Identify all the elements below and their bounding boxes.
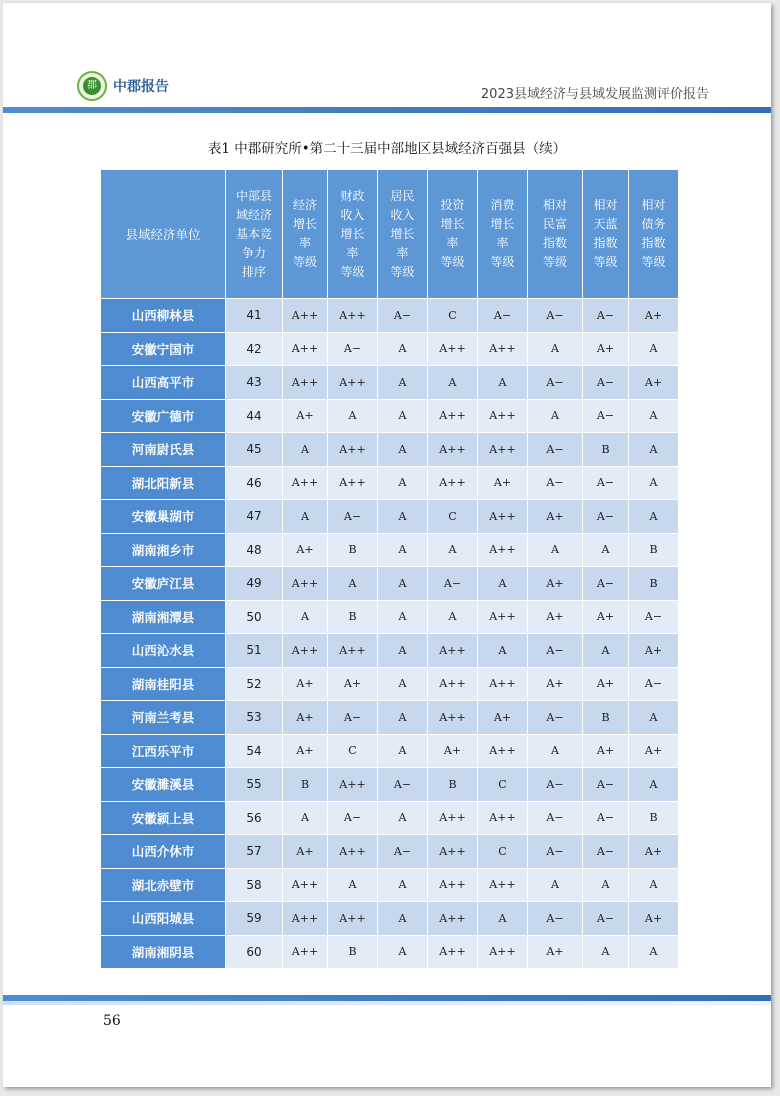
county-name-cell: 山西柳林县 [101,299,226,333]
grade-cell: A++ [428,935,478,969]
column-header-line: 收入 [340,207,365,222]
grade-cell: A+ [328,667,378,701]
table-row [101,567,679,601]
grade-cell: A+ [583,734,629,768]
grade-cell: A [378,567,428,601]
grade-cell: B [629,533,679,567]
grade-cell: A [583,868,629,902]
grade-cell: A− [583,366,629,400]
grade-cell: A++ [478,734,528,768]
grade-cell: A+ [528,567,583,601]
grade-cell: A [428,600,478,634]
column-header-line: 指数 [542,236,567,250]
column-header-line: 等级 [641,255,666,269]
grade-cell: A [283,433,328,467]
grade-cell: A− [378,299,428,333]
county-name-cell: 湖南桂阳县 [101,667,226,701]
county-name-cell: 湖北阳新县 [101,466,226,500]
grade-cell: A− [528,768,583,802]
grade-cell: A+ [629,835,679,869]
rank-cell: 47 [226,500,283,534]
county-name-cell: 湖南湘阴县 [101,935,226,969]
column-header-line: 增长 [440,217,465,231]
rank-cell: 46 [226,466,283,500]
grade-cell: A++ [428,433,478,467]
header-divider [3,107,771,113]
grade-cell: A− [528,433,583,467]
grade-cell: A [528,533,583,567]
grade-cell: C [428,500,478,534]
table-row [101,701,679,735]
grade-cell: A− [528,299,583,333]
grade-cell: A++ [478,500,528,534]
rank-cell: 54 [226,734,283,768]
grade-cell: A+ [283,835,328,869]
column-header-6 [478,170,528,299]
grade-cell: B [583,433,629,467]
column-header-line: 中部县 [235,188,272,203]
county-name-cell: 湖南湘潭县 [101,600,226,634]
grade-cell: A [629,935,679,969]
grade-cell: A [629,332,679,366]
grade-cell: A [629,868,679,902]
column-header-line: 域经济 [235,207,272,222]
table-row [101,902,679,936]
zhongjun-emblem-icon [77,71,107,101]
county-name-cell: 江西乐平市 [101,734,226,768]
grade-cell: A− [378,835,428,869]
grade-cell: A++ [283,299,328,333]
grade-cell: C [478,835,528,869]
column-header-line: 增长 [390,226,415,241]
grade-cell: A++ [328,768,378,802]
table-row [101,500,679,534]
rank-cell: 49 [226,567,283,601]
grade-cell: A− [583,299,629,333]
grade-cell: A++ [283,366,328,400]
rank-cell: 51 [226,634,283,668]
grade-cell: A− [378,768,428,802]
table-row [101,600,679,634]
county-name-cell: 安徽宁国市 [101,332,226,366]
table-row [101,868,679,902]
county-name-cell: 安徽广德市 [101,399,226,433]
county-name-cell: 山西沁水县 [101,634,226,668]
column-header-line: 消费 [490,198,515,212]
grade-cell: B [629,567,679,601]
footer-divider-light [3,1001,771,1005]
grade-cell: A++ [328,433,378,467]
grade-cell: A++ [478,399,528,433]
county-name-cell: 湖北赤壁市 [101,868,226,902]
rank-cell: 58 [226,868,283,902]
grade-cell: A [328,567,378,601]
table-caption: 表1 中郡研究所•第二十三届中部地区县域经济百强县（续） [207,141,567,157]
county-name-cell: 安徽庐江县 [101,567,226,601]
rank-cell: 42 [226,332,283,366]
rank-cell: 56 [226,801,283,835]
column-header-line: 债务 [641,217,666,231]
column-header-line: 等级 [292,255,317,269]
table-row [101,299,679,333]
grade-cell: C [478,768,528,802]
grade-cell: A [629,500,679,534]
grade-cell: A [283,500,328,534]
grade-cell: A [378,801,428,835]
column-header-line: 县域经济单位 [125,226,201,242]
grade-cell: A+ [583,332,629,366]
table-row [101,835,679,869]
grade-cell: A [428,366,478,400]
page-header [3,3,771,123]
logo-text: 中郡报告 [113,79,169,95]
grade-cell: A++ [283,868,328,902]
grade-cell: A+ [629,299,679,333]
table-row [101,466,679,500]
column-header-0 [101,170,226,299]
table-row [101,433,679,467]
table-row [101,533,679,567]
grade-cell: A− [583,835,629,869]
grade-cell: B [328,533,378,567]
grade-cell: A++ [478,935,528,969]
grade-cell: A [528,734,583,768]
grade-cell: A− [328,500,378,534]
column-header-line: 居民 [390,188,415,203]
column-header-4 [378,170,428,299]
report-title: 2023县域经济与县域发展监测评价报告 [480,87,709,102]
grade-cell: A++ [428,801,478,835]
rank-cell: 59 [226,902,283,936]
grade-cell: A [478,567,528,601]
grade-cell: A [378,500,428,534]
grade-cell: A+ [283,734,328,768]
rank-cell: 53 [226,701,283,735]
county-name-cell: 安徽颍上县 [101,801,226,835]
column-header-8 [583,170,629,299]
column-header-line: 等级 [340,264,365,279]
column-header-line: 等级 [542,255,567,269]
county-name-cell: 湖南湘乡市 [101,533,226,567]
grade-cell: B [629,801,679,835]
grade-cell: A+ [629,734,679,768]
grade-cell: A [629,768,679,802]
column-header-line: 指数 [593,236,618,250]
grade-cell: A [328,868,378,902]
column-header-line: 财政 [340,188,365,203]
column-header-line: 等级 [390,264,415,279]
column-header-line: 率 [496,236,509,250]
grade-cell: A [583,935,629,969]
column-header-7 [528,170,583,299]
rank-cell: 44 [226,399,283,433]
grade-cell: A+ [428,734,478,768]
grade-cell: A− [583,399,629,433]
grade-cell: A [378,366,428,400]
table-row [101,935,679,969]
rank-cell: 50 [226,600,283,634]
column-header-line: 天蓝 [593,217,618,231]
column-header-line: 相对 [542,198,567,212]
grade-cell: A++ [428,332,478,366]
grade-cell: A+ [283,701,328,735]
rank-cell: 55 [226,768,283,802]
grade-cell: A [378,634,428,668]
grade-cell: A− [528,701,583,735]
table-row [101,332,679,366]
grade-cell: A− [328,801,378,835]
county-name-cell: 河南尉氏县 [101,433,226,467]
column-header-line: 增长 [340,226,365,241]
grade-cell: A++ [283,902,328,936]
grade-cell: A+ [629,902,679,936]
grade-cell: C [328,734,378,768]
county-name-cell: 安徽巢湖市 [101,500,226,534]
grade-cell: A− [583,567,629,601]
rank-cell: 57 [226,835,283,869]
grade-cell: A+ [528,935,583,969]
grade-cell: A++ [478,433,528,467]
table-row [101,366,679,400]
grade-cell: A+ [478,701,528,735]
grade-cell: A+ [283,399,328,433]
grade-cell: A− [583,902,629,936]
column-header-line: 民富 [542,217,567,231]
grade-cell: A [428,533,478,567]
grade-cell: A+ [629,634,679,668]
grade-cell: A [378,734,428,768]
grade-cell: A− [583,801,629,835]
column-header-9 [629,170,679,299]
grade-cell: A+ [528,667,583,701]
county-name-cell: 安徽濉溪县 [101,768,226,802]
grade-cell: A [629,466,679,500]
grade-cell: C [428,299,478,333]
grade-cell: A [378,667,428,701]
grade-cell: A++ [478,332,528,366]
grade-cell: A [478,902,528,936]
rank-cell: 52 [226,667,283,701]
column-header-3 [328,170,378,299]
column-header-line: 相对 [593,198,618,212]
grade-cell: A++ [428,701,478,735]
grade-cell: A− [629,667,679,701]
grade-cell: A [528,868,583,902]
column-header-line: 投资 [440,198,465,212]
column-header-line: 率 [346,245,359,260]
grade-cell: A++ [428,902,478,936]
rank-cell: 60 [226,935,283,969]
grade-cell: A [378,332,428,366]
grade-cell: A [378,533,428,567]
grade-cell: A++ [428,667,478,701]
grade-cell: A [583,533,629,567]
grade-cell: A− [583,768,629,802]
grade-cell: A++ [283,634,328,668]
grade-cell: A [378,433,428,467]
grade-cell: A− [528,835,583,869]
grade-cell: A− [528,366,583,400]
grade-cell: A++ [428,399,478,433]
column-header-line: 相对 [641,198,666,212]
grade-cell: A+ [583,600,629,634]
grade-cell: A+ [528,500,583,534]
grade-cell: A [378,600,428,634]
county-name-cell: 河南兰考县 [101,701,226,735]
grade-cell: A++ [478,600,528,634]
grade-cell: A [528,399,583,433]
grade-cell: A [283,600,328,634]
grade-cell: B [328,935,378,969]
county-ranking-table [100,169,679,969]
column-header-2 [283,170,328,299]
grade-cell: A [328,399,378,433]
column-header-line: 等级 [490,255,515,269]
grade-cell: A++ [428,634,478,668]
grade-cell: A++ [478,533,528,567]
grade-cell: A++ [328,902,378,936]
grade-cell: A [528,332,583,366]
grade-cell: A− [528,634,583,668]
county-name-cell: 山西阳城县 [101,902,226,936]
grade-cell: A++ [283,332,328,366]
grade-cell: A++ [478,868,528,902]
report-page [3,3,771,1087]
grade-cell: A [378,935,428,969]
grade-cell: A+ [478,466,528,500]
grade-cell: A++ [478,667,528,701]
column-header-line: 率 [396,245,409,260]
table-row [101,768,679,802]
column-header-line: 基本竞 [235,226,272,241]
grade-cell: A− [528,466,583,500]
logo-badge-char: 郡 [83,77,101,95]
grade-cell: A++ [428,466,478,500]
grade-cell: A− [583,466,629,500]
page-number: 56 [103,1013,121,1029]
grade-cell: A [583,634,629,668]
grade-cell: A [629,399,679,433]
table-row [101,734,679,768]
grade-cell: A− [583,500,629,534]
grade-cell: A [283,801,328,835]
grade-cell: B [328,600,378,634]
column-header-line: 经济 [292,198,317,212]
rank-cell: 45 [226,433,283,467]
header-row [101,170,679,299]
grade-cell: A++ [283,935,328,969]
grade-cell: A++ [328,634,378,668]
grade-cell: A− [428,567,478,601]
column-header-1 [226,170,283,299]
grade-cell: A [378,868,428,902]
grade-cell: A [629,701,679,735]
grade-cell: A [629,433,679,467]
grade-cell: A [478,366,528,400]
grade-cell: A++ [283,567,328,601]
grade-cell: A− [328,332,378,366]
grade-cell: A+ [528,600,583,634]
column-header-line: 收入 [390,207,415,222]
grade-cell: A [478,634,528,668]
county-name-cell: 山西高平市 [101,366,226,400]
rank-cell: 48 [226,533,283,567]
grade-cell: A [378,902,428,936]
grade-cell: A++ [328,299,378,333]
grade-cell: A++ [328,366,378,400]
table-body [101,299,679,969]
table-header [101,170,679,299]
grade-cell: A++ [328,466,378,500]
grade-cell: A++ [328,835,378,869]
column-header-line: 等级 [593,255,618,269]
grade-cell: B [583,701,629,735]
grade-cell: A− [629,600,679,634]
table-row [101,667,679,701]
grade-cell: A++ [428,868,478,902]
column-header-line: 等级 [440,255,465,269]
grade-cell: A [378,466,428,500]
column-header-line: 排序 [241,264,266,279]
publisher-logo [77,69,169,103]
county-name-cell: 山西介休市 [101,835,226,869]
grade-cell: A− [478,299,528,333]
rank-cell: 41 [226,299,283,333]
table-row [101,801,679,835]
grade-cell: B [283,768,328,802]
column-header-line: 率 [298,236,311,250]
table-row [101,634,679,668]
grade-cell: A− [528,902,583,936]
grade-cell: A+ [583,667,629,701]
column-header-line: 增长 [490,217,515,231]
column-header-line: 指数 [641,236,666,250]
column-header-5 [428,170,478,299]
grade-cell: A [378,399,428,433]
grade-cell: A+ [629,366,679,400]
grade-cell: A− [528,801,583,835]
grade-cell: A++ [478,801,528,835]
column-header-line: 争力 [241,245,266,260]
table-row [101,399,679,433]
rank-cell: 43 [226,366,283,400]
grade-cell: B [428,768,478,802]
grade-cell: A [378,701,428,735]
column-header-line: 率 [446,236,459,250]
grade-cell: A− [328,701,378,735]
grade-cell: A++ [428,835,478,869]
grade-cell: A+ [283,533,328,567]
grade-cell: A++ [283,466,328,500]
column-header-line: 增长 [292,217,317,231]
grade-cell: A+ [283,667,328,701]
